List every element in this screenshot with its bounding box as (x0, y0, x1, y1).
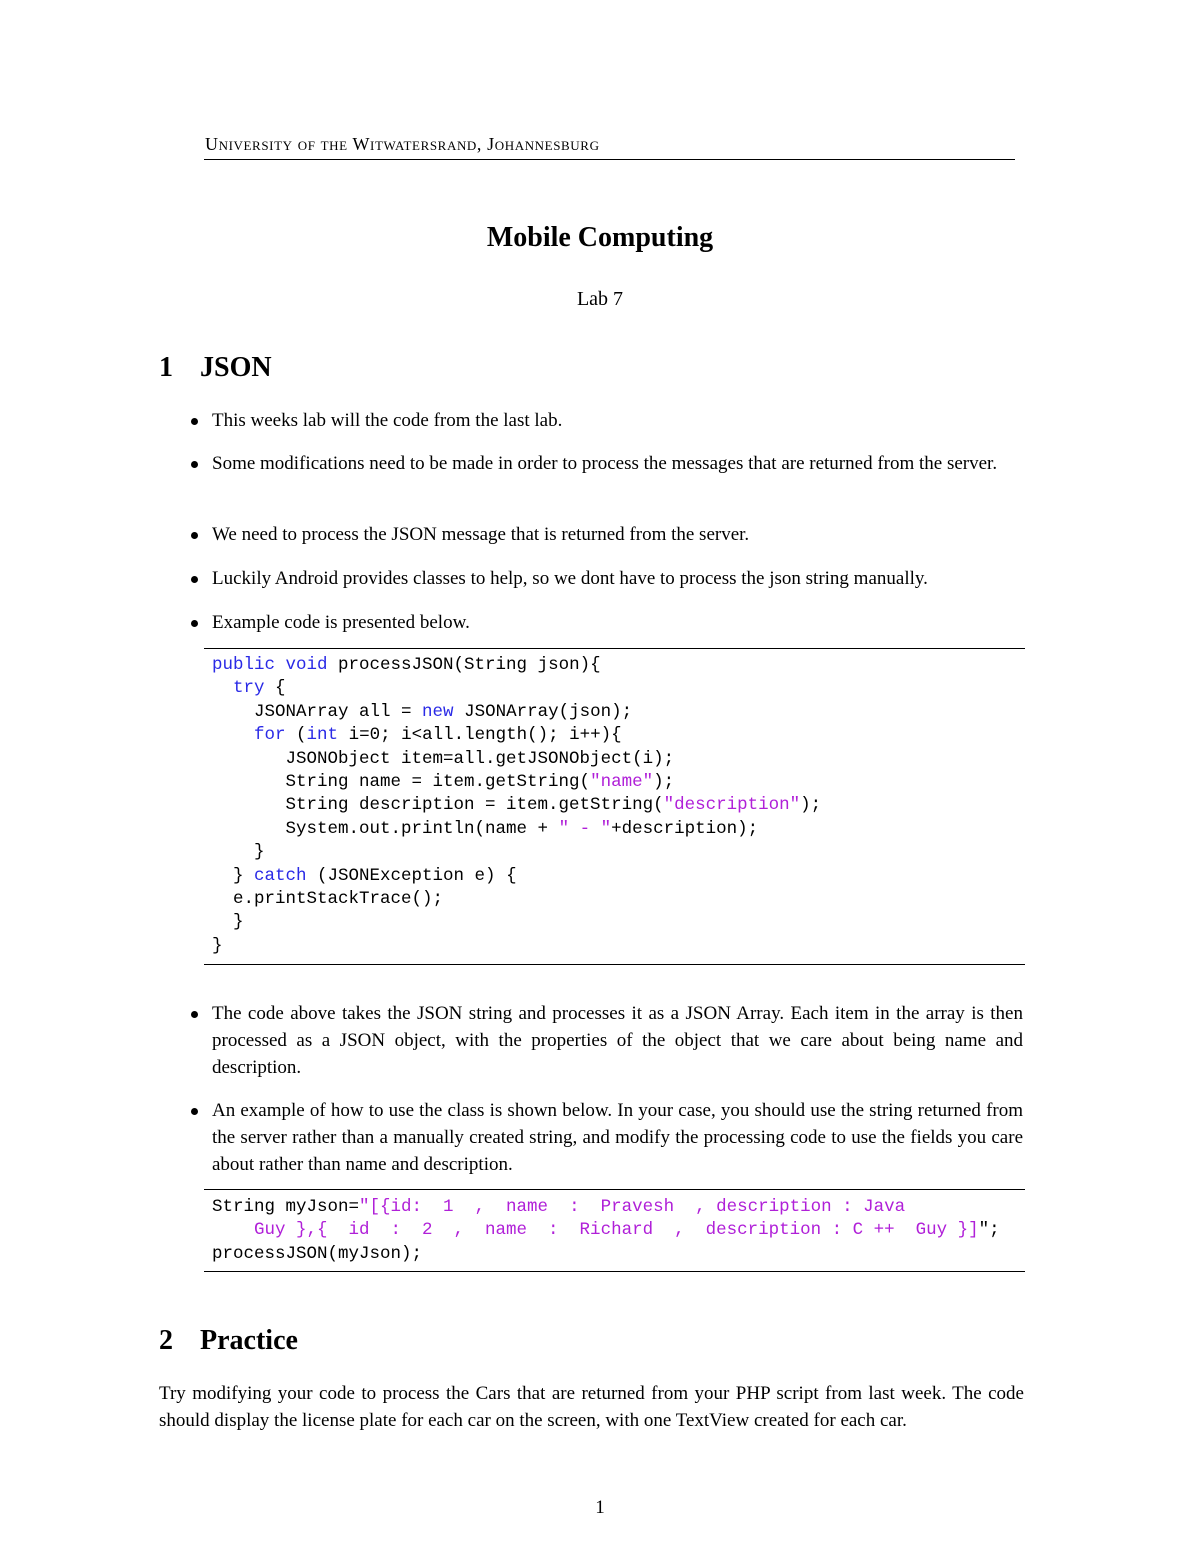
bullet-icon (191, 461, 198, 468)
code-block-usage-example (212, 1196, 1000, 1266)
code-line (212, 888, 821, 911)
code-text: ); (653, 771, 675, 792)
list-item-text: We need to process the JSON message that is returned from the server. (212, 524, 750, 545)
list-item (190, 450, 1023, 477)
code-text (212, 725, 254, 745)
list-item (190, 407, 1023, 434)
code-text: (JSONException e) { (306, 865, 517, 886)
code-string: " - " (558, 818, 612, 839)
code-text: String myJson= (212, 1197, 360, 1217)
code-line (212, 771, 821, 794)
code-line (212, 654, 821, 677)
section-1-number: 1 (159, 352, 173, 383)
code-string: "name" (590, 771, 654, 792)
list-item (190, 1000, 1023, 1081)
code-text (212, 678, 233, 698)
code-text: i=0; i<all.length(); i++){ (338, 725, 622, 746)
code-keyword: new (422, 701, 454, 722)
code-text: ); (800, 795, 822, 816)
code-text: "; (978, 1220, 1000, 1241)
document-subtitle: Lab 7 (576, 288, 624, 310)
code-text: e.printStackTrace(); (212, 888, 444, 909)
code-block-bottom-rule (204, 964, 1025, 965)
list-item-text: The code above takes the JSON string and processes it as a JSON Array. Each item in the array is then processed as a JSON object, with the properties of the object that we care about being name and description. (212, 1003, 1023, 1078)
code-string: Guy },{ id : 2 , name : Richard , description : C ++ Guy }] (212, 1220, 979, 1241)
list-item-text: Example code is presented below. (212, 612, 470, 633)
section-2-number: 2 (159, 1325, 173, 1356)
list-item (190, 565, 1023, 592)
bullet-icon (191, 1011, 198, 1018)
code-line (212, 1243, 1000, 1266)
code-line (212, 701, 821, 724)
code-text: } (212, 935, 223, 956)
code-block-process-json (212, 654, 821, 958)
code-line (212, 677, 821, 700)
university-header: University of the Witwatersrand, Johannesburg (205, 134, 600, 154)
code-text: String name = item.getString( (212, 771, 591, 792)
code-keyword: public void (212, 655, 328, 675)
list-item-text: This weeks lab will the code from the last lab. (212, 410, 563, 431)
code-string: "[{id: 1 , name : Pravesh , description : Java (359, 1197, 906, 1217)
code-line (212, 724, 821, 747)
code-keyword: try (233, 678, 265, 699)
code-keyword: catch (254, 865, 307, 886)
code-text: { (264, 678, 286, 699)
header-rule (204, 159, 1015, 160)
list-item (190, 521, 1023, 548)
list-item-text: An example of how to use the class is shown below. In your case, you should use the string returned from the server rather than a manually created string, and modify the processing code to use the fields you care about rather than name and description. (212, 1100, 1023, 1175)
code-string: "description" (663, 795, 801, 816)
bullet-icon (191, 532, 198, 539)
code-line (212, 794, 821, 817)
code-text: processJSON(myJson); (212, 1243, 423, 1264)
code-keyword: for (254, 725, 286, 746)
code-text: ( (285, 725, 307, 746)
code-text: } (212, 842, 265, 863)
code-keyword: int (306, 725, 339, 746)
code-line (212, 1219, 1000, 1242)
code-line (212, 935, 821, 958)
document-title: Mobile Computing (486, 222, 714, 253)
code-line (212, 841, 821, 864)
bullet-icon (191, 418, 198, 425)
section-2-heading (159, 1325, 298, 1357)
list-item (190, 1097, 1023, 1178)
code-text: } (212, 912, 244, 933)
list-item (190, 609, 1023, 636)
bullet-icon (191, 1108, 198, 1115)
code-line (212, 911, 821, 934)
code-line (212, 865, 821, 888)
list-item-text: Luckily Android provides classes to help, so we dont have to process the json string manually. (212, 568, 928, 589)
section-1-title: JSON (200, 352, 272, 383)
code-block-top-rule (204, 648, 1025, 649)
code-line (212, 748, 821, 771)
bullet-icon (191, 620, 198, 627)
practice-paragraph: Try modifying your code to process the Cars that are returned from your PHP script from last week. The code should display the license plate for each car on the screen, with one TextView created for each car. (159, 1383, 1024, 1431)
section-2-title: Practice (200, 1325, 298, 1356)
code-block-top-rule (204, 1189, 1025, 1190)
code-text: } (212, 865, 255, 886)
list-item-text: Some modifications need to be made in order to process the messages that are returned from the server. (212, 453, 998, 474)
code-line (212, 818, 821, 841)
bullet-icon (191, 576, 198, 583)
code-text: System.out.println(name + (212, 818, 559, 839)
code-text: +description); (611, 818, 759, 839)
code-text: JSONArray(json); (453, 701, 633, 722)
section-1-heading (159, 352, 272, 384)
code-line (212, 1196, 1000, 1219)
code-text: JSONArray all = (212, 701, 423, 722)
code-text: String description = item.getString( (212, 795, 664, 816)
code-text: processJSON(String json){ (327, 655, 601, 675)
code-text: JSONObject item=all.getJSONObject(i); (212, 748, 675, 769)
page-number: 1 (595, 1497, 605, 1518)
code-block-bottom-rule (204, 1271, 1025, 1272)
